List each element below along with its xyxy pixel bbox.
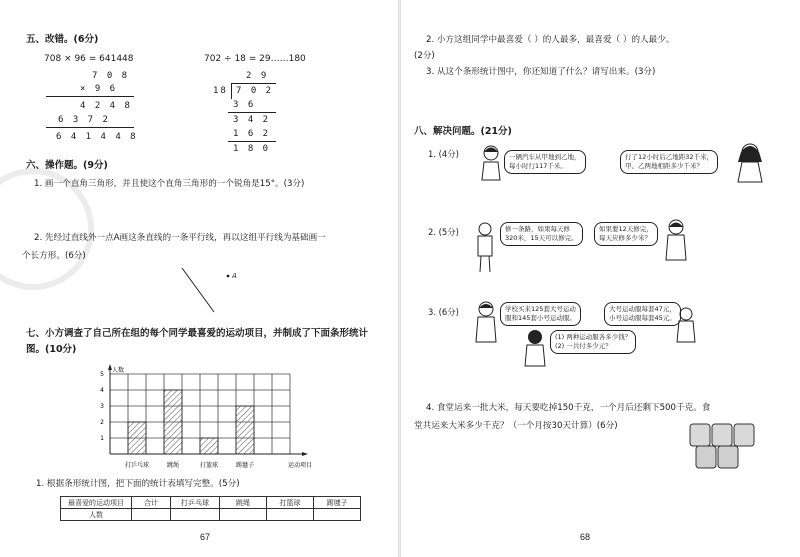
y-tick-label: 1	[100, 435, 104, 442]
table-cell: 人数	[61, 509, 132, 521]
problem-4-text: 4. 食堂运来一批大米，每天要吃掉150千克，一个月后还剩下500千克。食	[426, 403, 711, 413]
category-label: 打篮球	[199, 462, 219, 469]
question-6-1: 1. 画一个直角三角形，并且使这个直角三角形的一个锐角是15°。(3分)	[34, 179, 305, 189]
page-number-left: 67	[200, 532, 211, 542]
div-row: 3 6	[233, 100, 256, 110]
table-blank-cell[interactable]	[171, 509, 220, 521]
line-and-point-figure	[170, 262, 260, 322]
multiplication-equation: 708 × 96 = 641448	[44, 54, 134, 64]
statistics-table	[60, 496, 361, 521]
div-bar	[232, 83, 276, 84]
mult-row: × 9 6	[80, 84, 118, 94]
div-divisor: 18	[213, 86, 228, 96]
student-figure	[662, 218, 690, 264]
table-cell: 跳绳	[220, 497, 267, 509]
x-axis-label: 运动项目	[288, 462, 313, 469]
child-figure	[472, 300, 500, 346]
table-cell: 踢毽子	[314, 497, 361, 509]
rice-sacks-picture	[686, 420, 756, 472]
problem-1-label: 1. (4分)	[428, 149, 459, 159]
question-7-2-points: (2分)	[414, 51, 435, 61]
y-tick-label: 5	[100, 371, 104, 378]
girl-figure	[522, 328, 548, 368]
problem-3-label: 3. (6分)	[428, 307, 459, 317]
table-row	[61, 509, 361, 521]
bubble-p3-b: 大号运动服每套47元， 小号运动服每套45元。	[604, 302, 681, 326]
y-tick-label: 3	[100, 403, 104, 410]
table-blank-cell[interactable]	[220, 509, 267, 521]
bubble-p3-c: (1) 两种运动服各多少钱？ (2) 一共付多少元？	[550, 330, 636, 354]
right-page	[400, 0, 800, 557]
point-a-label: A	[232, 272, 237, 280]
division-equation: 702 ÷ 18 = 29……180	[204, 54, 306, 64]
x-axis-arrow	[302, 452, 308, 456]
bar-3	[200, 438, 218, 454]
bubble-p2-a: 修一条路，如果每天修 320米，15天可以修完。	[500, 222, 583, 246]
table-cell: 打乒乓球	[171, 497, 220, 509]
problem-4-text-cont: 堂共运来大米多少千克？（一个月按30天计算）(6分)	[414, 421, 618, 431]
mult-row: 4 2 4 8	[80, 101, 132, 111]
bar-4	[236, 406, 254, 454]
mult-row: 7 0 8	[92, 71, 130, 81]
table-header-row	[61, 497, 361, 509]
div-row: 1 6 2	[233, 129, 271, 139]
div-quotient: 2 9	[246, 71, 269, 81]
bubble-p1-a: 一辆汽车从甲地到乙地， 每小时行117千米。	[504, 150, 586, 174]
section-6-title: 六、操作题。(9分)	[26, 160, 108, 171]
child-figure	[674, 306, 698, 346]
bar-2	[164, 390, 182, 454]
y-tick-label: 2	[100, 419, 104, 426]
problem-2-label: 2. (5分)	[428, 227, 459, 237]
section-5-title: 五、改错。(6分)	[26, 34, 99, 45]
div-row: 3 4 2	[233, 115, 271, 125]
mult-row: 6 3 7 2	[58, 115, 110, 125]
y-axis-label: 人数	[112, 367, 125, 374]
mult-row: 6 4 1 4 4 8	[56, 132, 138, 142]
bubble-p3-a: 学校买来125套大号运动 服和145套小号运动服。	[500, 302, 581, 326]
bubble-p1-b: 行了12小时后乙地距32千米， 甲、乙两地相距多少千米？	[620, 150, 718, 174]
mult-line	[46, 127, 134, 128]
div-bracket	[231, 83, 232, 99]
category-label: 跳绳	[166, 462, 180, 469]
table-blank-cell[interactable]	[267, 509, 314, 521]
table-cell: 最喜爱的运动项目	[61, 497, 132, 509]
y-tick-label: 4	[100, 387, 104, 394]
table-blank-cell[interactable]	[132, 509, 171, 521]
question-6-2-cont: 个长方形。(6分)	[22, 251, 86, 261]
bar-1	[128, 422, 146, 454]
boy-figure	[476, 144, 506, 186]
mult-line	[46, 96, 134, 97]
question-7-1: 1. 根据条形统计图，把下面的统计表填写完整。(5分)	[36, 479, 240, 489]
section-8-title: 八、解决问题。(21分)	[414, 126, 512, 137]
category-label: 踢毽子	[235, 462, 255, 469]
section-7-title: 七、小方调查了自己所在组的每个同学最喜爱的运动项目，并制成了下面条形统计	[26, 328, 369, 339]
worker-figure	[472, 222, 498, 274]
bubble-p2-b: 如果要12天修完， 每天应修多少米？	[594, 222, 658, 246]
girl-figure	[732, 142, 768, 186]
category-label: 打乒乓球	[124, 462, 150, 469]
question-6-2: 2. 先经过直线外一点A画这条直线的一条平行线，再以这组平行线为基础画一	[34, 233, 326, 243]
question-7-3: 3. 从这个条形统计图中，你还知道了什么？请写出来。(3分)	[426, 67, 656, 77]
page-number-right: 68	[580, 532, 591, 542]
table-blank-cell[interactable]	[314, 509, 361, 521]
div-line	[228, 141, 276, 142]
div-line	[228, 112, 276, 113]
table-cell: 合计	[132, 497, 171, 509]
bar-chart	[92, 362, 324, 472]
table-cell: 打篮球	[267, 497, 314, 509]
section-7-title-cont: 图。(10分)	[26, 344, 77, 355]
div-row: 1 8 0	[233, 144, 271, 154]
question-7-2: 2. 小方这组同学中最喜爱（ ）的人最多，最喜爱（ ）的人最少。	[426, 35, 675, 45]
div-dividend: 7 0 2	[236, 86, 274, 96]
